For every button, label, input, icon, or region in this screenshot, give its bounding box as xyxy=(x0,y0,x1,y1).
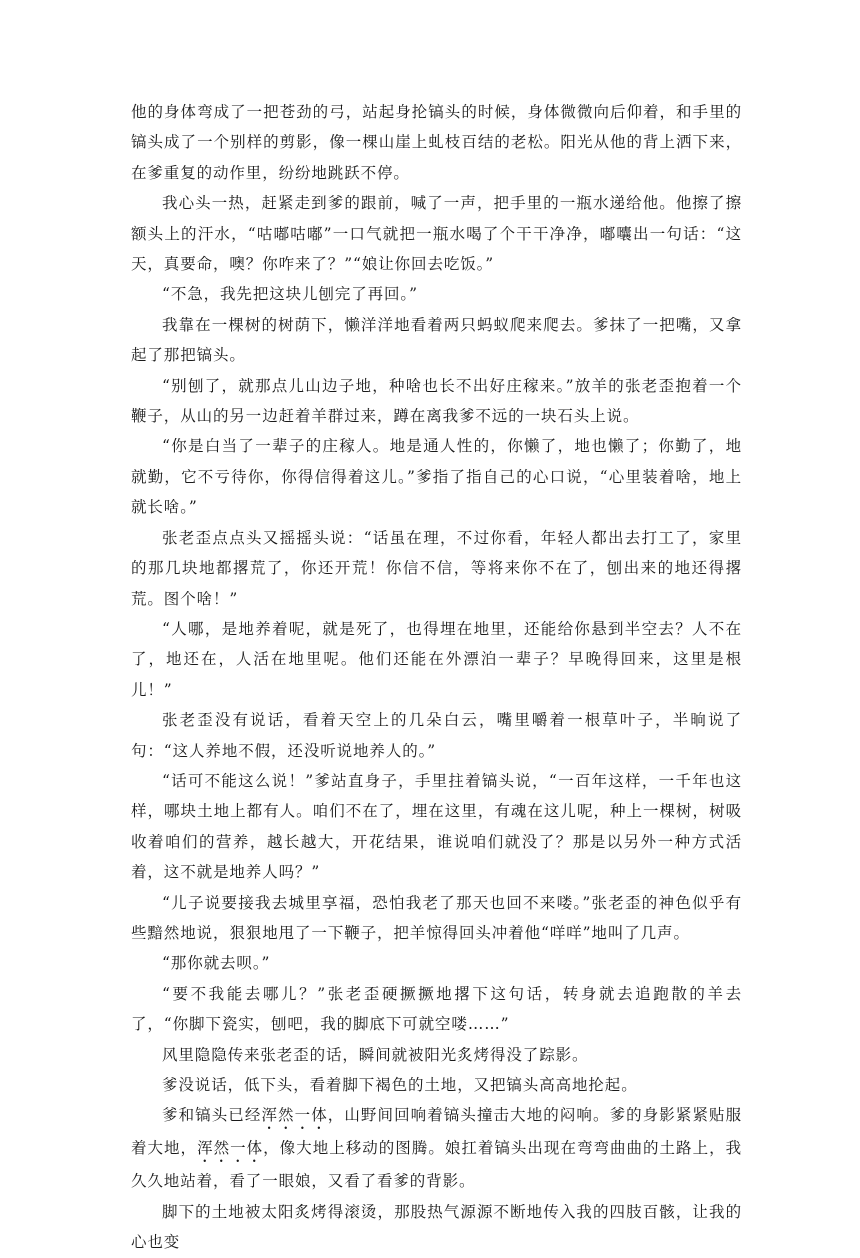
document-body xyxy=(131,97,742,1258)
paragraph-text: “人哪，是地养着呢，就是死了，也得埋在地里，还能给你悬到半空去？人不在了，地还在，人活在地里呢。他们还能在外漂泊一辈子？早晚得回来，这里是根儿！” xyxy=(131,619,742,699)
paragraph xyxy=(131,888,742,949)
paragraph xyxy=(131,705,742,766)
paragraph xyxy=(131,979,742,1040)
paragraph-text: “要不我能去哪儿？”张老歪硬撅撅地撂下这句话，转身就去追跑散的羊去了，“你脚下瓷实，刨吧，我的脚底下可就空喽……” xyxy=(131,984,742,1034)
paragraph-text: “别刨了，就那点儿山边子地，种啥也长不出好庄稼来。”放羊的张老歪抱着一个鞭子，从山的另一边赶着羊群过来，蹲在离我爹不远的一块石头上说。 xyxy=(131,376,742,426)
paragraph xyxy=(131,310,742,371)
paragraph-text: ，山野间回响着镐头撞击大地的闷响。爹的身影紧紧贴服着大地， xyxy=(131,1106,742,1158)
paragraph xyxy=(131,1040,742,1070)
paragraph xyxy=(131,1197,742,1258)
paragraph xyxy=(131,1070,742,1100)
paragraph-text: 爹没说话，低下头，看着脚下褐色的土地，又把镐头高高地抡起。 xyxy=(162,1076,638,1094)
paragraph-text: “话可不能这么说！”爹站直身子，手里拄着镐头说，“一百年这样，一千年也这样，哪块土地上都有人。咱们不在了，埋在这里，有魂在这儿呢，种上一棵树，树吸收着咱们的营养，越长越大，开花结果，谁说咱们就没了？那是以另外一种方式活着，这不就是地养人吗？” xyxy=(131,771,742,882)
paragraph-text: 风里隐隐传来张老歪的话，瞬间就被阳光炙烤得没了踪影。 xyxy=(162,1045,589,1064)
paragraph xyxy=(131,523,742,614)
paragraph xyxy=(131,431,742,522)
paragraph-text: “儿子说要接我去城里享福，恐怕我老了那天也回不来喽。”张老歪的神色似乎有些黯然地说，狠狠地甩了一下鞭子，把羊惊得回头冲着他“咩咩”地叫了几声。 xyxy=(131,893,742,942)
paragraph xyxy=(131,614,742,705)
paragraph-text: 脚下的土地被太阳炙烤得滚烫，那股热气源源不断地传入我的四肢百骸，让我的心也变 xyxy=(131,1202,742,1252)
paragraph xyxy=(131,279,742,309)
paragraph-text: 张老歪点点头又摇摇头说：“话虽在理，不过你看，年轻人都出去打工了，家里的那几块地都撂荒了，你还开荒！你信不信，等将来你不在了，刨出来的地还得撂荒。图个啥！” xyxy=(131,528,742,608)
emphasized-phrase: 浑然一体 xyxy=(261,1106,328,1125)
paragraph xyxy=(131,188,742,279)
paragraph-text: 我靠在一棵树的树荫下，懒洋洋地看着两只蚂蚁爬来爬去。爹抹了一把嘴，又拿起了那把镐头。 xyxy=(131,315,742,365)
paragraph-text: 他的身体弯成了一把苍劲的弓，站起身抡镐头的时候，身体微微向后仰着，和手里的镐头成了一个别样的剪影，像一棵山崖上虬枝百结的老松。阳光从他的背上洒下来，在爹重复的动作里，纷纷地跳跃不停。 xyxy=(131,103,742,182)
paragraph xyxy=(131,97,742,188)
paragraph-text: ，像大地上移动的图腾。娘扛着镐头出现在弯弯曲曲的土路上，我久久地站着，看了一眼娘，又看了看爹的背影。 xyxy=(131,1139,743,1191)
paragraph-text: 爹和镐头已经 xyxy=(162,1106,262,1125)
paragraph-text: “那你就去呗。” xyxy=(162,954,271,973)
paragraph-text: 我心头一热，赶紧走到爹的跟前，喊了一声，把手里的一瓶水递给他。他擦了擦额头上的汗水，“咕嘟咕嘟”一口气就把一瓶水喝了个干干净净，嘟囔出一句话：“这天，真要命，噢？你咋来了？”“娘让你回去吃饭。” xyxy=(131,194,742,274)
paragraph-text: “不急，我先把这块儿刨完了再回。” xyxy=(162,285,418,304)
paragraph xyxy=(131,371,742,432)
paragraph xyxy=(131,1100,742,1196)
paragraph xyxy=(131,948,742,978)
paragraph-text: “你是白当了一辈子的庄稼人。地是通人性的，你懒了，地也懒了；你勤了，地就勤，它不亏待你，你得信得着这儿。”爹指了指自己的心口说，“心里装着啥，地上就长啥。” xyxy=(131,437,742,517)
emphasized-phrase: 浑然一体 xyxy=(197,1139,264,1158)
paragraph xyxy=(131,766,742,888)
paragraph-text: 张老歪没有说话，看着天空上的几朵白云，嘴里嚼着一根草叶子，半晌说了句：“这人养地不假，还没听说地养人的。” xyxy=(131,711,742,760)
